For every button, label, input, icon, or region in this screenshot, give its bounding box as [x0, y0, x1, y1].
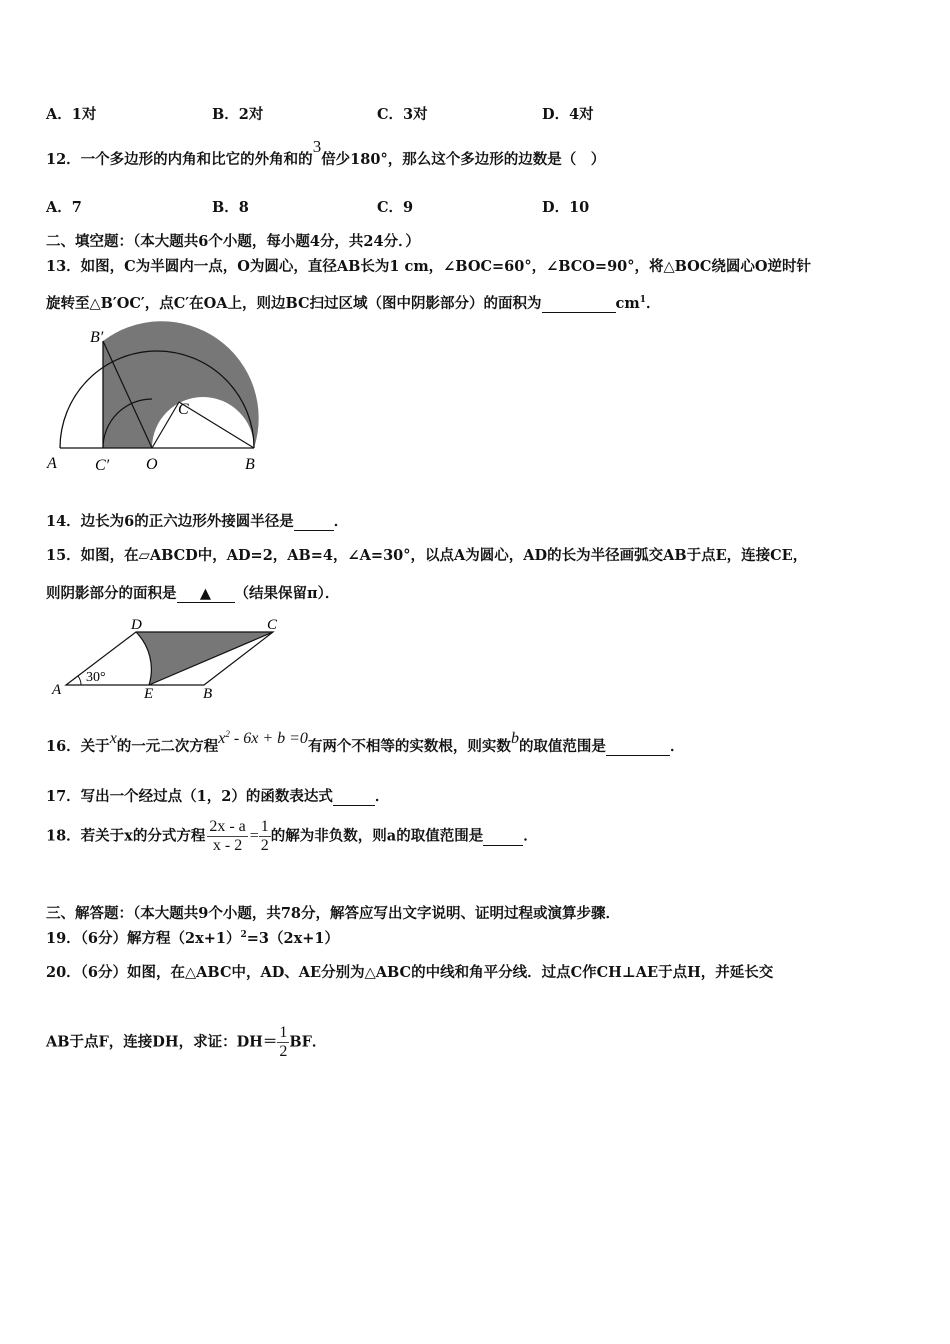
q13-label-b1: B′ — [90, 329, 104, 346]
q18-left-fraction — [207, 818, 247, 855]
q13-line-2 — [46, 292, 660, 313]
question-18 — [46, 818, 538, 855]
q18-right-fraction — [259, 818, 271, 855]
question-17 — [46, 785, 389, 806]
q18-right-den: 2 — [260, 837, 269, 854]
option-b: B．2对 — [212, 106, 264, 123]
q19-after: =3（2x+1） — [246, 930, 339, 947]
q13-shaded-region — [103, 321, 259, 448]
q12-option-c: C．9 — [377, 199, 414, 216]
question-14 — [46, 510, 348, 531]
question-16 — [46, 729, 685, 756]
q20-text: AB于点F，连接DH，求证：DH＝ — [46, 1033, 278, 1051]
q16-eq-rest: - 6x + b =0 — [229, 730, 308, 747]
q15-angle-mark — [78, 676, 81, 685]
q13-semicircle-figure — [40, 320, 280, 480]
q16-period: ． — [669, 738, 685, 755]
q13-label-b: B — [245, 456, 255, 473]
q16-equation — [218, 730, 308, 747]
q14-text: 14．边长为6的正六边形外接圆半径是 — [46, 513, 294, 530]
q16-text-2: 的一元二次方程 — [116, 738, 219, 755]
q12-option-b: B．8 — [212, 199, 249, 216]
q20-half-fraction — [277, 1024, 289, 1061]
q20-line-1: 20．（6分）如图，在△ABC中，AD、AE分别为△ABC的中线和角平分线．过点C作CH⊥AE于点H，并延长交 — [46, 964, 774, 981]
q12-option-d: D．10 — [542, 199, 590, 216]
q19-text: 19．（6分）解方程（2x+1） — [46, 930, 241, 947]
option-d: D．4对 — [542, 106, 594, 123]
q20-den: 2 — [279, 1043, 288, 1060]
q15-parallelogram-figure — [45, 612, 295, 704]
q19-sup: 2 — [240, 930, 247, 940]
q15-line-2 — [46, 582, 339, 603]
q18-numerator: 2x - a — [209, 818, 246, 835]
q13-unit: cm — [615, 295, 640, 312]
q15-angle-label: 30° — [86, 670, 106, 685]
q16-answer-blank — [606, 738, 670, 756]
q16-text-3: 有两个不相等的实数根，则实数 — [307, 738, 511, 755]
q15-answer-blank — [177, 585, 235, 603]
q16-var-x: x — [109, 730, 117, 747]
q13-label-o: O — [146, 456, 158, 473]
option-c: C．3对 — [377, 106, 428, 123]
q15-label-c: C — [267, 617, 278, 633]
q15-label-b: B — [203, 686, 213, 702]
section-3-heading: 三、解答题：（本大题共9个小题，共78分，解答应写出文字说明、证明过程或演算步骤． — [46, 905, 621, 922]
q15-after: （结果保留π）． — [234, 585, 340, 602]
q17-text: 17．写出一个经过点（1，2）的函数表达式 — [46, 788, 333, 805]
q18-text-1: 18．若关于x的分式方程 — [46, 827, 206, 845]
q13-label-c: C — [178, 401, 189, 418]
question-19 — [46, 927, 339, 948]
q18-text-2: 的解为非负数，则a的取值范围是 — [270, 827, 484, 845]
q15-label-a: A — [52, 682, 62, 698]
q18-equals: = — [249, 827, 259, 845]
q18-end: ． — [523, 827, 538, 845]
q15-label-d: D — [131, 617, 142, 633]
q12-option-a: A．7 — [46, 199, 82, 216]
q12-factor: 3 — [312, 137, 322, 156]
q20-num: 1 — [279, 1024, 288, 1041]
section-2-heading: 二、填空题：（本大题共6个小题，每小题4分，共24分．） — [46, 233, 420, 250]
q15-text: 则阴影部分的面积是 — [46, 585, 177, 602]
q15-line-1: 15．如图，在▱ABCD中，AD=2，AB=4，∠A=30°，以点A为圆心，AD的长为半径画弧交AB于点E，连接CE， — [46, 547, 808, 564]
q18-answer-blank — [483, 828, 523, 846]
q13-end: ． — [645, 295, 661, 312]
q16-var-b: b — [510, 730, 519, 747]
q16-text-1: 16．关于 — [46, 738, 110, 755]
q12-text-before: 12．一个多边形的内角和比它的外角和的 — [46, 151, 313, 168]
option-a: A．1对 — [46, 106, 97, 123]
q13-label-a: A — [47, 455, 57, 472]
q18-denominator: x - 2 — [207, 836, 247, 855]
q13-text: 旋转至△B′OC′，点C′在OA上，则边BC扫过区域（图中阴影部分）的面积为 — [46, 295, 542, 312]
q15-label-e: E — [144, 686, 154, 702]
q13-label-c1: C′ — [95, 457, 110, 474]
q17-answer-blank — [333, 788, 375, 806]
q12-text-after: 倍少180°，那么这个多边形的边数是（ ） — [321, 151, 606, 168]
q16-eq-x: x — [218, 730, 226, 747]
q14-end: ． — [333, 513, 349, 530]
q18-right-num: 1 — [260, 818, 269, 835]
q14-answer-blank — [294, 513, 334, 531]
q15-shaded-region — [136, 632, 273, 685]
q20-line-2 — [46, 1024, 326, 1061]
q20-after: BF． — [289, 1033, 327, 1051]
q13-unit-sup: 1 — [639, 295, 646, 305]
question-12 — [46, 137, 606, 169]
q13-answer-blank — [542, 295, 616, 313]
q16-text-4: 的取值范围是 — [518, 738, 606, 755]
q16-eq-sup: 2 — [225, 729, 230, 739]
q13-line-1: 13．如图，C为半圆内一点，O为圆心，直径AB长为1 cm，∠BOC=60°，∠BCO=90°，将△BOC绕圆心O逆时针 — [46, 258, 811, 275]
q15-triangle-marker: ▲ — [199, 585, 212, 602]
q17-end: ． — [374, 788, 390, 805]
